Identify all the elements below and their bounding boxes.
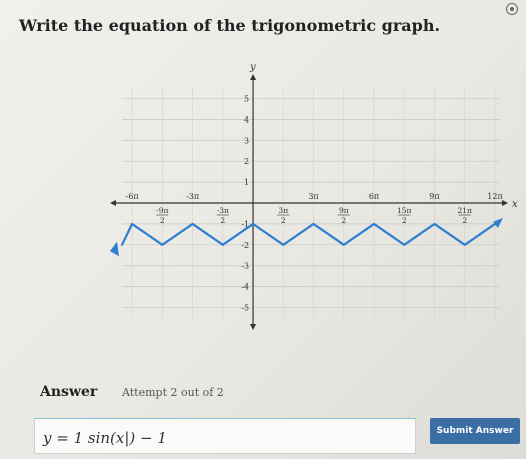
x-tick-label: 15π [397, 206, 412, 215]
y-tick-label: 1 [243, 178, 250, 188]
x-tick-label: 9π [338, 206, 349, 215]
x-tick-label: -3π [186, 192, 200, 201]
series-line [122, 224, 495, 245]
y-tick-label: -1 [241, 219, 250, 229]
answer-label: Answer [40, 384, 98, 400]
x-tick-label: 3π [308, 192, 319, 201]
curve-arrow-left [110, 242, 119, 257]
answer-input[interactable] [34, 418, 416, 454]
x-tick-label-denominator: 2 [159, 216, 165, 225]
x-tick-label: 6π [368, 192, 380, 201]
y-tick-label: -3 [241, 261, 250, 271]
y-tick-label: -5 [241, 303, 250, 313]
y-axis-arrow [250, 74, 256, 80]
answer-value: y = 1 sin(x|) − 1 [43, 429, 167, 447]
tick-labels [126, 62, 518, 313]
x-axis-arrow-left [110, 200, 116, 206]
attempt-counter: Attempt 2 out of 2 [122, 386, 224, 399]
x-tick-label: 12π [487, 192, 503, 201]
y-tick-label: 4 [243, 115, 250, 125]
y-tick-label: 2 [243, 157, 250, 167]
curve-arrow-right [493, 218, 503, 228]
y-tick-label: 5 [243, 94, 250, 104]
y-axis-label: y [250, 62, 256, 73]
y-tick-label: 3 [243, 136, 250, 146]
x-tick-label-denominator: 2 [341, 216, 347, 225]
y-tick-label: -4 [241, 282, 250, 292]
y-axis-arrow-down [250, 324, 256, 330]
x-tick-label: 3π [278, 206, 289, 215]
x-tick-label: 9π [429, 192, 440, 201]
submit-answer-button[interactable]: Submit Answer [430, 418, 520, 444]
x-tick-label-denominator: 2 [220, 216, 226, 225]
x-tick-label: 21π [457, 206, 473, 215]
x-tick-label: -9π [156, 206, 169, 215]
x-tick-label-denominator: 2 [280, 216, 286, 225]
x-axis-label: x [512, 199, 518, 210]
y-tick-label: -2 [241, 240, 250, 250]
x-tick-label-denominator: 2 [401, 216, 407, 225]
x-tick-label: -6π [125, 192, 139, 201]
x-tick-label-denominator: 2 [462, 216, 468, 225]
x-tick-label: -3π [216, 206, 229, 215]
x-axis-arrow [502, 200, 508, 206]
question-text: Write the equation of the trigonometric graph. [19, 16, 441, 35]
axes [110, 74, 508, 330]
